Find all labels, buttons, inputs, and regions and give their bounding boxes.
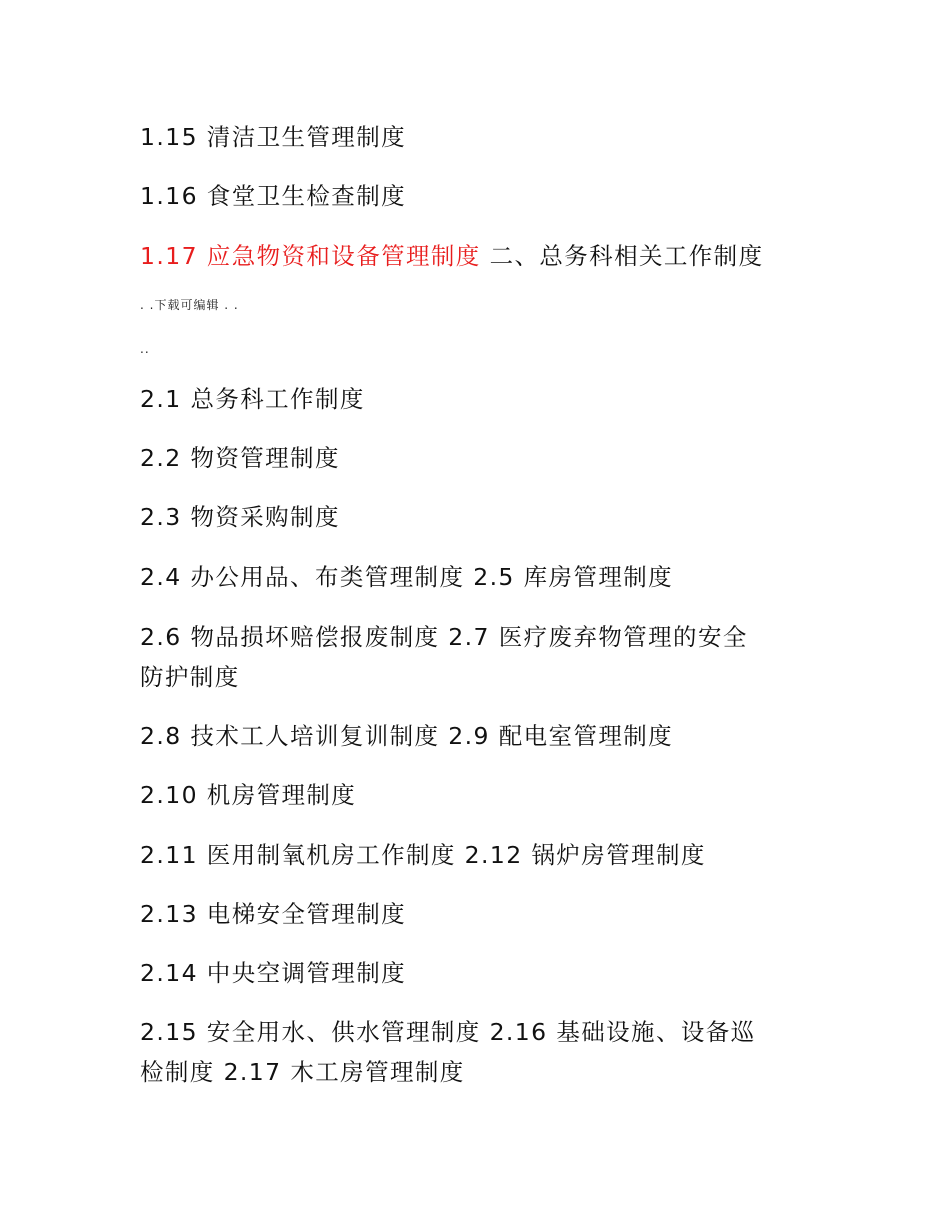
toc-line: 2.2 物资管理制度 [140, 444, 340, 472]
toc-line-continued: 防护制度 [140, 663, 240, 691]
toc-line: 2.1 总务科工作制度 [140, 385, 365, 413]
toc-line: 1.15 清洁卫生管理制度 [140, 123, 406, 151]
toc-line: 1.16 食堂卫生检查制度 [140, 182, 406, 210]
section-heading: 二、总务科相关工作制度 [480, 242, 764, 270]
toc-line: 2.8 技术工人培训复训制度 2.9 配电室管理制度 [140, 722, 674, 750]
highlighted-heading: 1.17 应急物资和设备管理制度 [140, 242, 481, 270]
toc-line: 2.4 办公用品、布类管理制度 2.5 库房管理制度 [140, 563, 674, 591]
toc-line: 2.15 安全用水、供水管理制度 2.16 基础设施、设备巡 [140, 1018, 756, 1046]
toc-line: 2.13 电梯安全管理制度 [140, 900, 406, 928]
dots-note: .. [140, 342, 150, 356]
toc-line-mixed [140, 236, 763, 276]
toc-line: 2.14 中央空调管理制度 [140, 959, 406, 987]
toc-line: 2.6 物品损坏赔偿报废制度 2.7 医疗废弃物管理的安全 [140, 623, 748, 651]
toc-line-continued: 检制度 2.17 木工房管理制度 [140, 1058, 465, 1086]
toc-line: 2.10 机房管理制度 [140, 781, 357, 809]
toc-line: 2.3 物资采购制度 [140, 503, 340, 531]
toc-line: 2.11 医用制氧机房工作制度 2.12 锅炉房管理制度 [140, 841, 706, 869]
download-note: . .下载可编辑 . . [140, 298, 239, 312]
